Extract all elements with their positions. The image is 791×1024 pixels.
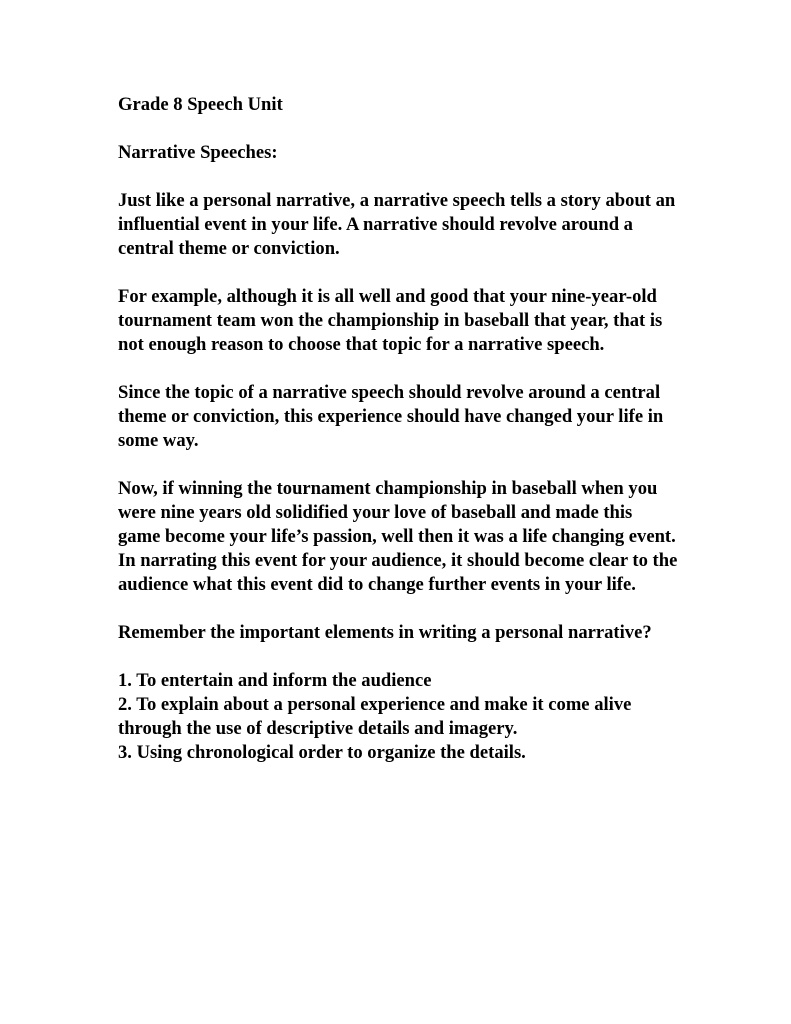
paragraph-topic: Since the topic of a narrative speech should revolve around a central theme or conviction, this experience should have changed your life in some way. xyxy=(118,382,664,451)
paragraph-life-changing: Now, if winning the tournament championship in baseball when you were nine years old solidified your love of baseball and made this game become your life’s passion, well then it was a life changing event. In narrating this event for your audience, it should become clear to the audience what this event did to change further events in your life. xyxy=(118,478,678,595)
section-heading: Narrative Speeches: xyxy=(118,142,278,163)
elements-list xyxy=(118,669,678,765)
document-title: Grade 8 Speech Unit xyxy=(118,94,283,115)
list-item: 1. To entertain and inform the audience xyxy=(118,670,432,691)
paragraph-intro: Just like a personal narrative, a narrative speech tells a story about an influential event in your life. A narrative should revolve around a central theme or conviction. xyxy=(118,190,676,259)
paragraph-remember: Remember the important elements in writing a personal narrative? xyxy=(118,622,652,643)
list-item: 2. To explain about a personal experience and make it come alive through the use of descriptive details and imagery. xyxy=(118,694,632,739)
paragraph-example: For example, although it is all well and good that your nine-year-old tournament team won the championship in baseball that year, that is not enough reason to choose that topic for a narrative speech. xyxy=(118,286,663,355)
document-body xyxy=(118,93,678,765)
list-item: 3. Using chronological order to organize the details. xyxy=(118,742,526,763)
